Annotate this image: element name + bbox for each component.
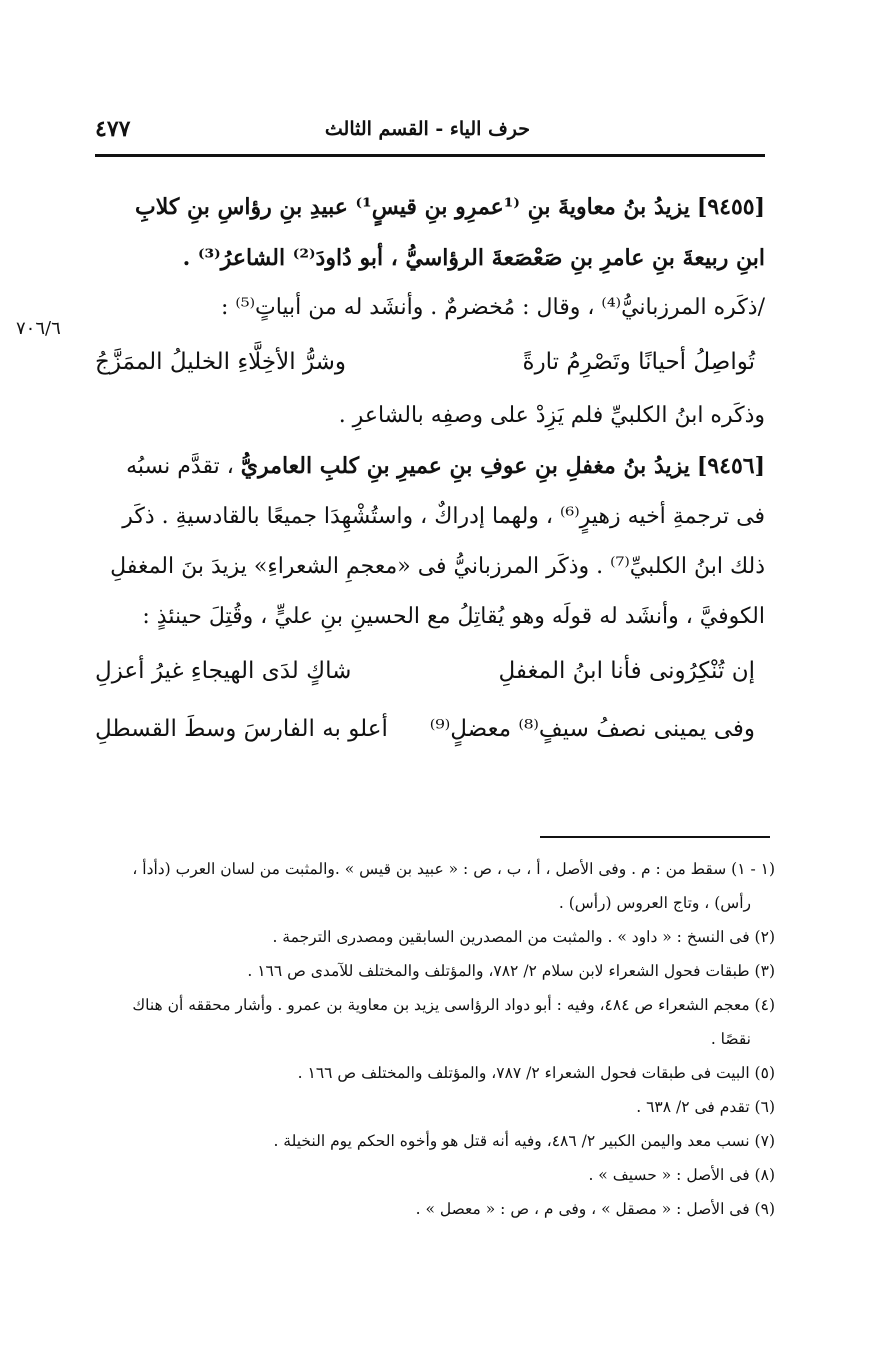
footnote: رأس) ، وتاج العروس (رأس) .	[558, 894, 751, 912]
entry-9456-line-3: ذلك ابنُ الكلبيِّ⁽⁷⁾ . وذكَر المرزبانيُّ فى «معجمِ الشعراءِ» يزيدَ بنَ المغفلِ	[110, 554, 765, 579]
entry-9456-line-2: فى ترجمةِ أخيه زهيرٍ⁽⁶⁾ ، ولهما إدراكٌ ، واستُشْهِدَا جميعًا بالقادسيةِ . ذكَر	[122, 504, 765, 529]
entry-9455-line-3: /ذكَره المرزبانيُّ⁽⁴⁾ ، وقال : مُخضرمٌ . وأنشَد له من أبياتٍ⁽⁵⁾ :	[220, 295, 765, 320]
entry-heading: يزيدُ بنُ مغفلِ بنِ عوفِ بنِ عميرِ بنِ كلبِ العامريُّ	[240, 453, 690, 479]
footnote: (٦) تقدم فى ٢/ ٦٣٨ .	[636, 1098, 775, 1116]
entry-number: [٩٤٥٦]	[696, 453, 765, 479]
entry-number: [٩٤٥٥]	[696, 194, 765, 220]
verse-second-hemistich: شاكٍ لدَى الهيجاءِ غيرُ أعزلِ	[95, 658, 352, 684]
footnote-rule	[540, 836, 770, 838]
entry-9455-line-2: ابنِ ربيعةَ بنِ عامرِ بنِ صَعْصَعةَ الرؤاسيُّ ، أبو دُاودَ⁽²⁾ الشاعرُ⁽³⁾ .	[182, 245, 765, 271]
footnote: (٤) معجم الشعراء ص ٤٨٤، وفيه : أبو دواد الرؤاسى يزيد بن معاوية بن عمرو . وأشار محققه أن هناك	[132, 996, 775, 1014]
footnote: (١ - ١) سقط من : م . وفى الأصل ، أ ، ب ، ص : « عبيد بن قيس » .والمثبت من لسان العرب (دأدأ ،	[132, 860, 775, 878]
verse-first-hemistich: وفى يمينى نصفُ سيفٍ⁽⁸⁾ معضلٍ⁽⁹⁾	[429, 716, 755, 742]
entry-heading: يزيدُ بنُ معاويةَ بنِ ⁽¹عمرِو بنِ قيسٍ¹⁾ عبيدِ بنِ رؤاسِ بنِ كلابِ	[135, 194, 690, 220]
page-number: ٤٧٧	[95, 116, 131, 142]
verse-line	[95, 700, 765, 758]
footnote: (٧) نسب معد واليمن الكبير ٢/ ٤٨٦، وفيه أنه قتل هو وأخوه الحكم يوم النخيلة .	[273, 1132, 775, 1150]
entry-9456-line-1	[95, 441, 765, 492]
entry-9455-line-1	[95, 182, 765, 233]
footnotes	[95, 852, 775, 1226]
footnote: (٥) البيت فى طبقات فحول الشعراء ٢/ ٧٨٧، والمؤتلف والمختلف ص ١٦٦ .	[297, 1064, 775, 1082]
margin-reference: ٧٠٦/٦	[16, 318, 61, 339]
verse-second-hemistich: أعلو به الفارسَ وسطَ القسطلِ	[95, 716, 388, 742]
footnote: (٣) طبقات فحول الشعراء لابن سلام ٢/ ٧٨٢، والمؤتلف والمختلف للآمدى ص ١٦٦ .	[247, 962, 775, 980]
main-text	[95, 182, 765, 758]
footnote: (٩) فى الأصل : « مصقل » ، وفى م ، ص : « معصل » .	[415, 1200, 775, 1218]
verse-first-hemistich: تُواصِلُ أحيانًا وتَصْرِمُ تارةً	[522, 349, 755, 375]
entry-9455-line-4: وذكَره ابنُ الكلبيِّ فلم يَزِدْ على وصفِه بالشاعرِ .	[338, 403, 765, 428]
footnote: نقصًا .	[710, 1030, 751, 1048]
header-title: حرف الياء - القسم الثالث	[324, 118, 530, 140]
verse-line	[95, 642, 765, 700]
verse-line	[95, 333, 765, 391]
entry-text: ، تقدَّم نسبُه	[126, 454, 241, 479]
entry-9456-line-4: الكوفيَّ ، وأنشَد له قولَه وهو يُقاتِلُ مع الحسينِ بنِ عليٍّ ، وقُتِلَ حينئذٍ :	[142, 604, 765, 629]
header-rule	[95, 154, 765, 157]
footnote: (٨) فى الأصل : « حسيف » .	[588, 1166, 775, 1184]
running-header	[95, 112, 765, 156]
verse-first-hemistich: إن تُنْكِرُونى فأنا ابنُ المغفلِ	[498, 658, 755, 684]
verse-second-hemistich: وشرُّ الأخِلَّاءِ الخليلُ الممَزَّجُ	[95, 349, 347, 375]
footnote: (٢) فى النسخ : « داود » . والمثبت من المصدرين السابقين ومصدرى الترجمة .	[272, 928, 775, 946]
